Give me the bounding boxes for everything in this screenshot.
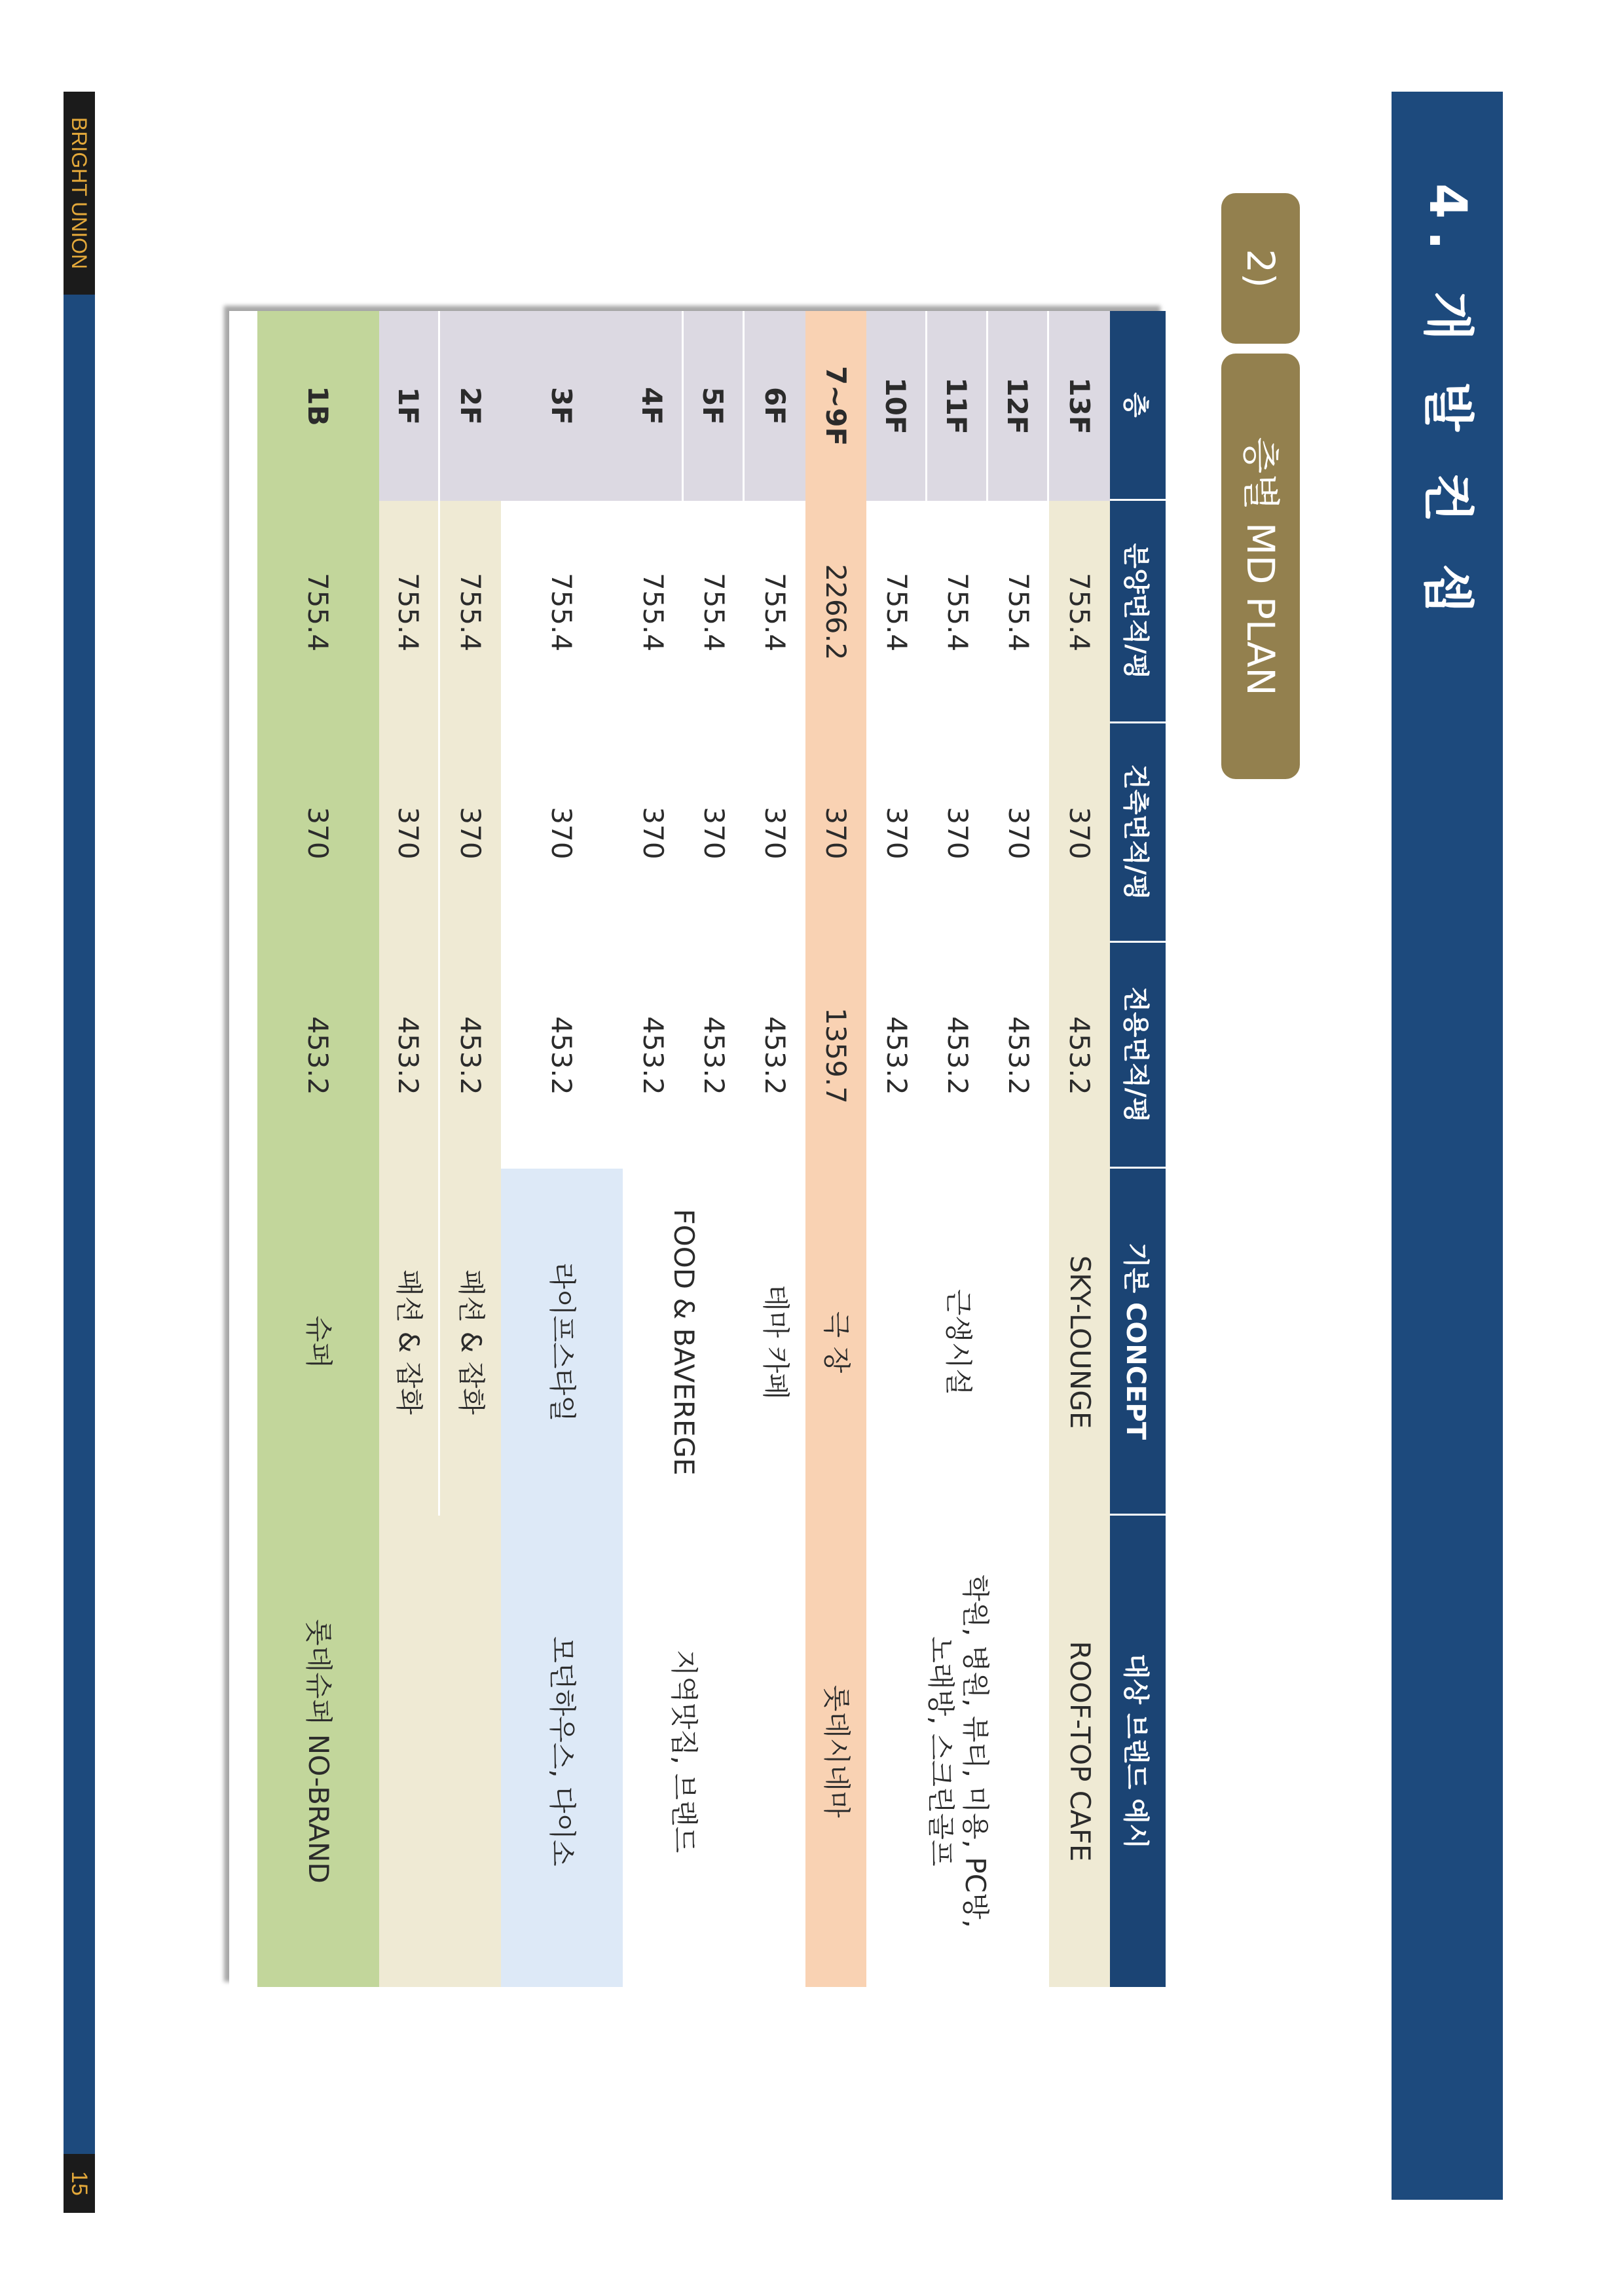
section-title: 4. 개 발 컨 셉 [1418,183,1477,625]
building-area-cell: 370 [759,807,791,860]
subsection-title-badge: 층별 MD PLAN [1221,354,1300,779]
sale-area-cell: 755.4 [257,501,379,723]
floor-cell: 7~9F [805,311,866,501]
brand-cell: 롯데시네마 [805,1516,866,1987]
concept-cell: 패션 & 잡화 [379,1169,440,1516]
floor-cell: 13F [1049,311,1110,501]
floor-cell: 1F [379,311,440,501]
page-number: 15 [64,2154,95,2213]
sale-area-cell: 755.4 [1003,572,1035,652]
md-plan-table [229,311,1166,1987]
sale-area-cell: 755.4 [545,572,578,652]
concept-cell: 극 장 [805,1169,866,1516]
floor-cell: 12F [988,311,1049,501]
header-floor: 층 [1110,311,1166,501]
concept-cell: SKY-LOUNGE [1049,1169,1110,1516]
header-building-area: 건축면적/평 [1110,723,1166,943]
brand-cell: 지역맛집, 브랜드 [668,1649,701,1853]
building-area-cell: 370 [440,723,501,943]
floor-cell: 3F [501,311,623,501]
sale-area-cell: 755.4 [637,572,669,652]
exclusive-area-cell: 453.2 [257,943,379,1169]
exclusive-area-cell: 453.2 [545,1016,578,1095]
sale-area-cell: 755.4 [379,501,440,723]
building-area-cell: 370 [805,723,866,943]
subsection-number-badge: 2) [1221,193,1300,344]
building-area-cell: 370 [942,807,974,860]
building-area-cell: 370 [1003,807,1035,860]
brand-cell: ROOF-TOP CAFE [1049,1516,1110,1987]
building-area-cell: 370 [698,807,730,860]
floor-cell: 6F [745,311,805,501]
concept-cell: 근생시설 [942,1288,974,1396]
exclusive-area-cell: 453.2 [1003,1016,1035,1095]
exclusive-area-cell: 453.2 [637,1016,669,1095]
concept-cell: 슈퍼 [257,1169,379,1516]
sale-area-cell: 2266.2 [805,501,866,723]
sale-area-cell: 755.4 [440,501,501,723]
sale-area-cell: 755.4 [881,572,913,652]
floor-cell: 4F [623,311,684,501]
sale-area-cell: 755.4 [698,572,730,652]
concept-cell: 테마 카페 [759,1285,792,1400]
header-concept: 기본 CONCEPT [1110,1169,1166,1516]
floor-cell: 1B [257,311,379,501]
header-sale-area: 분양면적/평 [1110,501,1166,723]
floor-cell: 11F [927,311,988,501]
brand-cell: 모던하우스, 다이소 [501,1516,623,1987]
building-area-cell: 370 [637,807,669,860]
exclusive-area-cell: 453.2 [759,1016,791,1095]
building-area-cell: 370 [1049,723,1110,943]
floor-cell: 5F [684,311,745,501]
building-area-cell: 370 [257,723,379,943]
sale-area-cell: 755.4 [1049,501,1110,723]
footer-brand: BRIGHT UNION [64,92,95,295]
floor-cell: 10F [866,311,927,501]
brand-cell: 롯데슈퍼 NO-BRAND [257,1516,379,1987]
header-brand-examples: 대상 브랜드 예시 [1110,1516,1166,1987]
brand-line: 노래방, 스크린골프 [925,1636,957,1867]
exclusive-area-cell: 453.2 [942,1016,974,1095]
footer-bar [64,92,95,2213]
exclusive-area-cell: 453.2 [698,1016,730,1095]
building-area-cell: 370 [545,807,578,860]
concept-cell: FOOD & BAVEREGE [668,1209,701,1476]
sale-area-cell: 755.4 [759,572,791,652]
header-exclusive-area: 전용면적/평 [1110,943,1166,1169]
floor-cell: 2F [440,311,501,501]
exclusive-area-cell: 453.2 [1049,943,1110,1169]
sale-area-cell: 755.4 [942,572,974,652]
building-area-cell: 370 [881,807,913,860]
brand-line: 학원, 병원, 뷰티, 미용, PC방, [959,1575,991,1928]
concept-cell: 라이프스타일 [501,1169,623,1516]
brand-cell [866,1516,1049,1987]
section-title-band [1392,92,1503,2200]
building-area-cell: 370 [379,723,440,943]
brand-cell-empty [379,1516,501,1987]
concept-cell: 패션 & 잡화 [440,1169,501,1516]
exclusive-area-cell: 453.2 [440,943,501,1169]
exclusive-area-cell: 453.2 [881,1016,913,1095]
exclusive-area-cell: 453.2 [379,943,440,1169]
exclusive-area-cell: 1359.7 [805,943,866,1169]
md-plan-grid [229,311,1166,1987]
brand-cell-empty [745,1516,805,1987]
